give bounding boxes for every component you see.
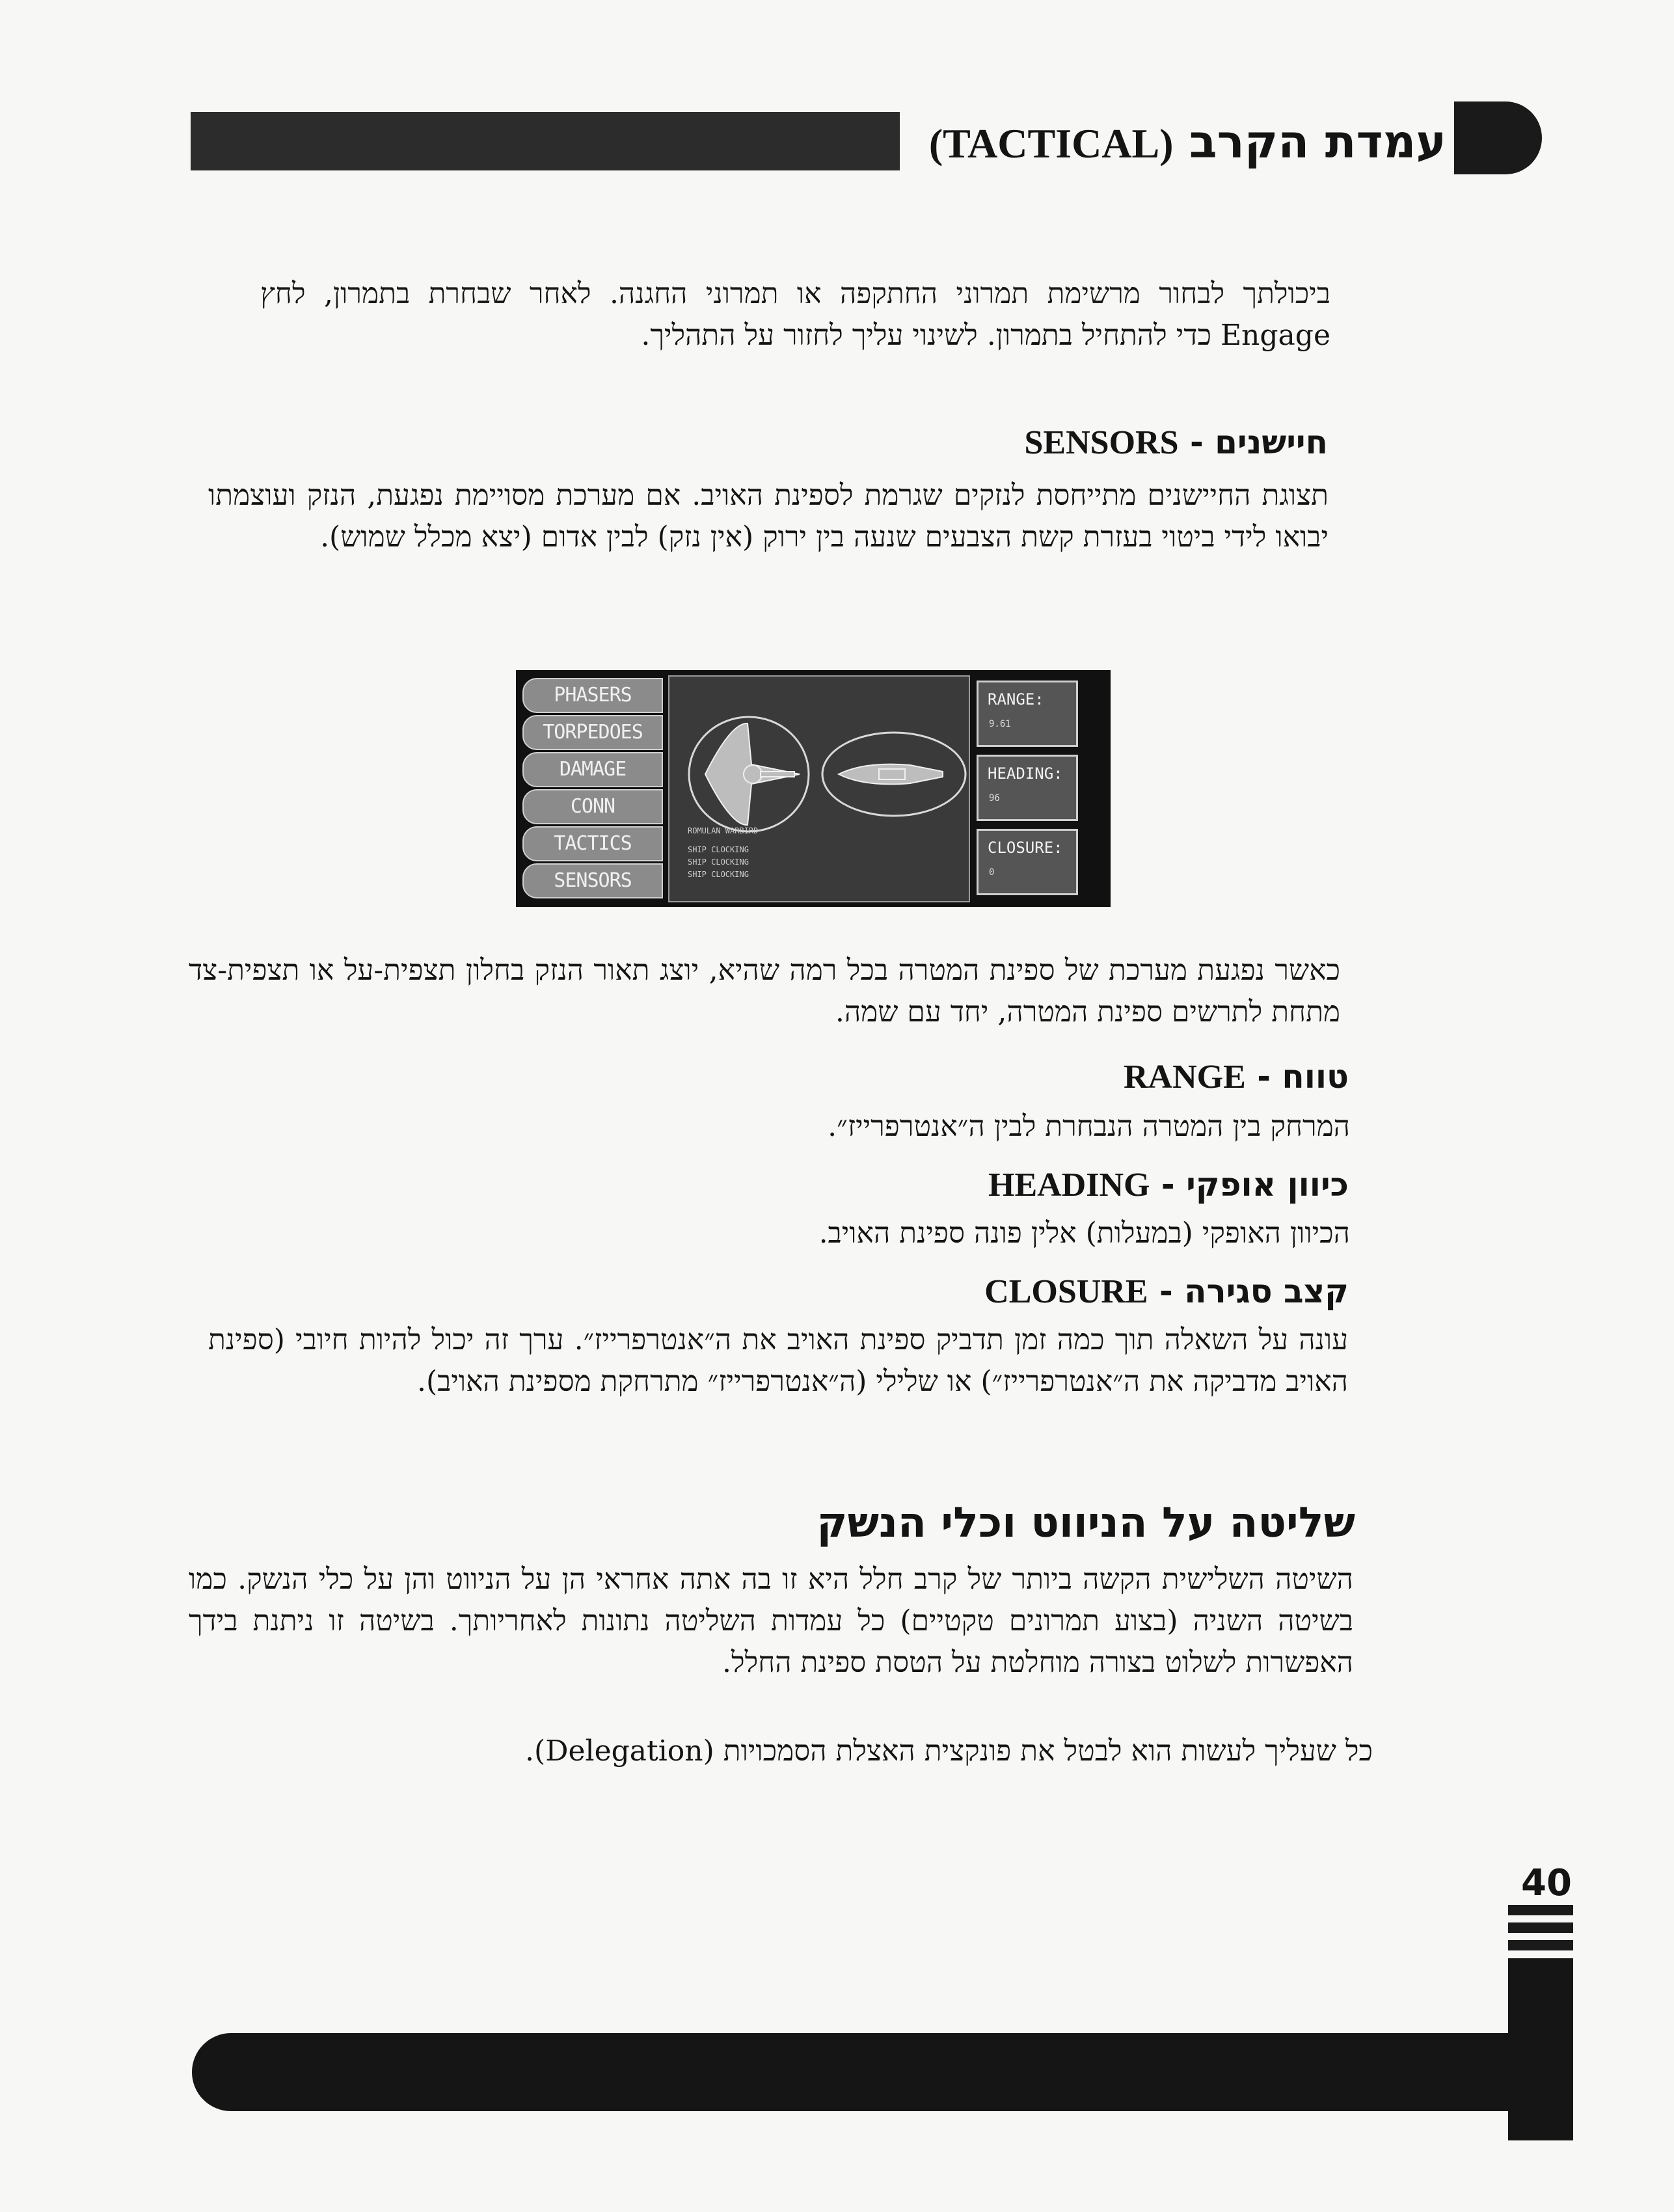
footer-stripe xyxy=(1508,1905,1573,1915)
footer-stripe xyxy=(1508,1922,1573,1933)
control-heading: שליטה על הניווט וכלי הנשק xyxy=(817,1499,1355,1547)
footer-bar xyxy=(192,2033,1573,2111)
page-title-he: עמדת הקרב xyxy=(1189,115,1446,169)
page-title xyxy=(887,109,1446,174)
range-paragraph: המרחק בין המטרה הנבחרת לבין ה״אנטרפרייז״. xyxy=(828,1110,1350,1143)
heading-readout-label: HEADING: xyxy=(988,764,1063,783)
menu-damage-button[interactable]: DAMAGE xyxy=(522,752,663,787)
warbird-side-view-icon xyxy=(839,764,943,785)
range-heading-en: RANGE xyxy=(1123,1059,1246,1096)
warbird-top-view-icon xyxy=(705,723,800,825)
target-status xyxy=(688,825,758,881)
heading-readout-value: 96 xyxy=(989,793,1000,803)
menu-torpedoes-button[interactable]: TORPEDOES xyxy=(522,715,663,750)
closure-heading xyxy=(984,1269,1349,1315)
range-heading-he: טווח - xyxy=(1257,1058,1349,1096)
station-menu xyxy=(522,678,662,899)
range-heading xyxy=(1124,1054,1349,1100)
sensors-heading-en: SENSORS xyxy=(1024,424,1179,461)
sensors-screenshot xyxy=(516,670,1111,907)
status-line: SHIP CLOCKING xyxy=(688,845,749,854)
delegation-paragraph: כל שעליך לעשות הוא לבטל את פונקצית האצלת הסמכויות (Delegation). xyxy=(525,1734,1373,1768)
target-ship-label: ROMULAN WARBIRD xyxy=(688,826,759,835)
readouts-column xyxy=(977,681,1100,895)
sensors-paragraph: תצוגת החיישנים מתייחסת לנזקים שגרמת לספינת האויב. אם מערכת מסויימת נפגעת, הנזק ועוצמתו יבואו לידי ביטוי בעזרת קשת הצבעים שנעה בין ירוק (אין נזק) לבין אדום (יצא מכלל שמוש). xyxy=(208,479,1329,554)
header-tab xyxy=(1454,101,1542,174)
status-line: SHIP CLOCKING xyxy=(688,857,749,867)
menu-sensors-button[interactable]: SENSORS xyxy=(522,863,663,898)
status-line: SHIP CLOCKING xyxy=(688,870,749,879)
range-readout xyxy=(977,681,1078,747)
page-title-en: (TACTICAL) xyxy=(928,120,1174,167)
closure-heading-en: CLOSURE xyxy=(984,1273,1148,1310)
heading-readout xyxy=(977,755,1078,821)
target-paragraph: כאשר נפגעת מערכת של ספינת המטרה בכל רמה שהיא, יוצג תאור הנזק בחלון תצפית-על או תצפית-צד מתחת לתרשים ספינת המטרה, יחד עם שמה. xyxy=(189,954,1340,1029)
footer-stripe xyxy=(1508,1940,1573,1950)
closure-paragraph: עונה על השאלה תוך כמה זמן תדביק ספינת האויב את ה״אנטרפרייז״. ערך זה יכול להיות חיובי (ספינת האויב מדביקה את ה״אנטרפרייז״) או שלילי (ה״אנטרפרייז״ מתרחקת מספינת האויב). xyxy=(208,1323,1348,1398)
range-readout-value: 9.61 xyxy=(989,719,1011,729)
closure-heading-he: קצב סגירה - xyxy=(1159,1273,1349,1310)
header-bar xyxy=(191,112,900,170)
range-readout-label: RANGE: xyxy=(988,690,1044,708)
menu-tactics-button[interactable]: TACTICS xyxy=(522,826,663,861)
heading-heading-en: HEADING xyxy=(988,1167,1150,1204)
closure-readout-label: CLOSURE: xyxy=(988,839,1063,857)
control-paragraph: השיטה השלישית הקשה ביותר של קרב חלל היא זו בה אתה אחראי הן על הניווט והן על כלי הנשק. כמו בשיטה השניה (בצוע תמרונים טקטיים) כל עמדות השליטה נתונות לאחריותך. בשיטה זו ניתנת בידך האפשרות לשלוט בצורה מוחלטת על הטסת ספינת החלל. xyxy=(189,1563,1353,1679)
heading-heading xyxy=(988,1162,1349,1208)
sensors-heading-he: חיישנים - xyxy=(1189,424,1328,461)
menu-phasers-button[interactable]: PHASERS xyxy=(522,678,663,713)
heading-paragraph: הכיוון האופקי (במעלות) אלין פונה ספינת האויב. xyxy=(818,1217,1350,1250)
closure-readout-value: 0 xyxy=(989,867,995,878)
page-number: 40 xyxy=(1521,1862,1572,1904)
sensors-heading xyxy=(1025,420,1328,466)
intro-paragraph: ביכולתך לבחור מרשימת תמרוני החתקפה או תמרוני החגנה. לאחר שבחרת בתמרון, לחץ Engage כדי להתחיל בתמרון. לשינוי עליך לחזור על התהליך. xyxy=(260,277,1330,352)
heading-heading-he: כיוון אופקי - xyxy=(1161,1166,1349,1204)
menu-conn-button[interactable]: CONN xyxy=(522,789,663,824)
closure-readout xyxy=(977,829,1078,895)
